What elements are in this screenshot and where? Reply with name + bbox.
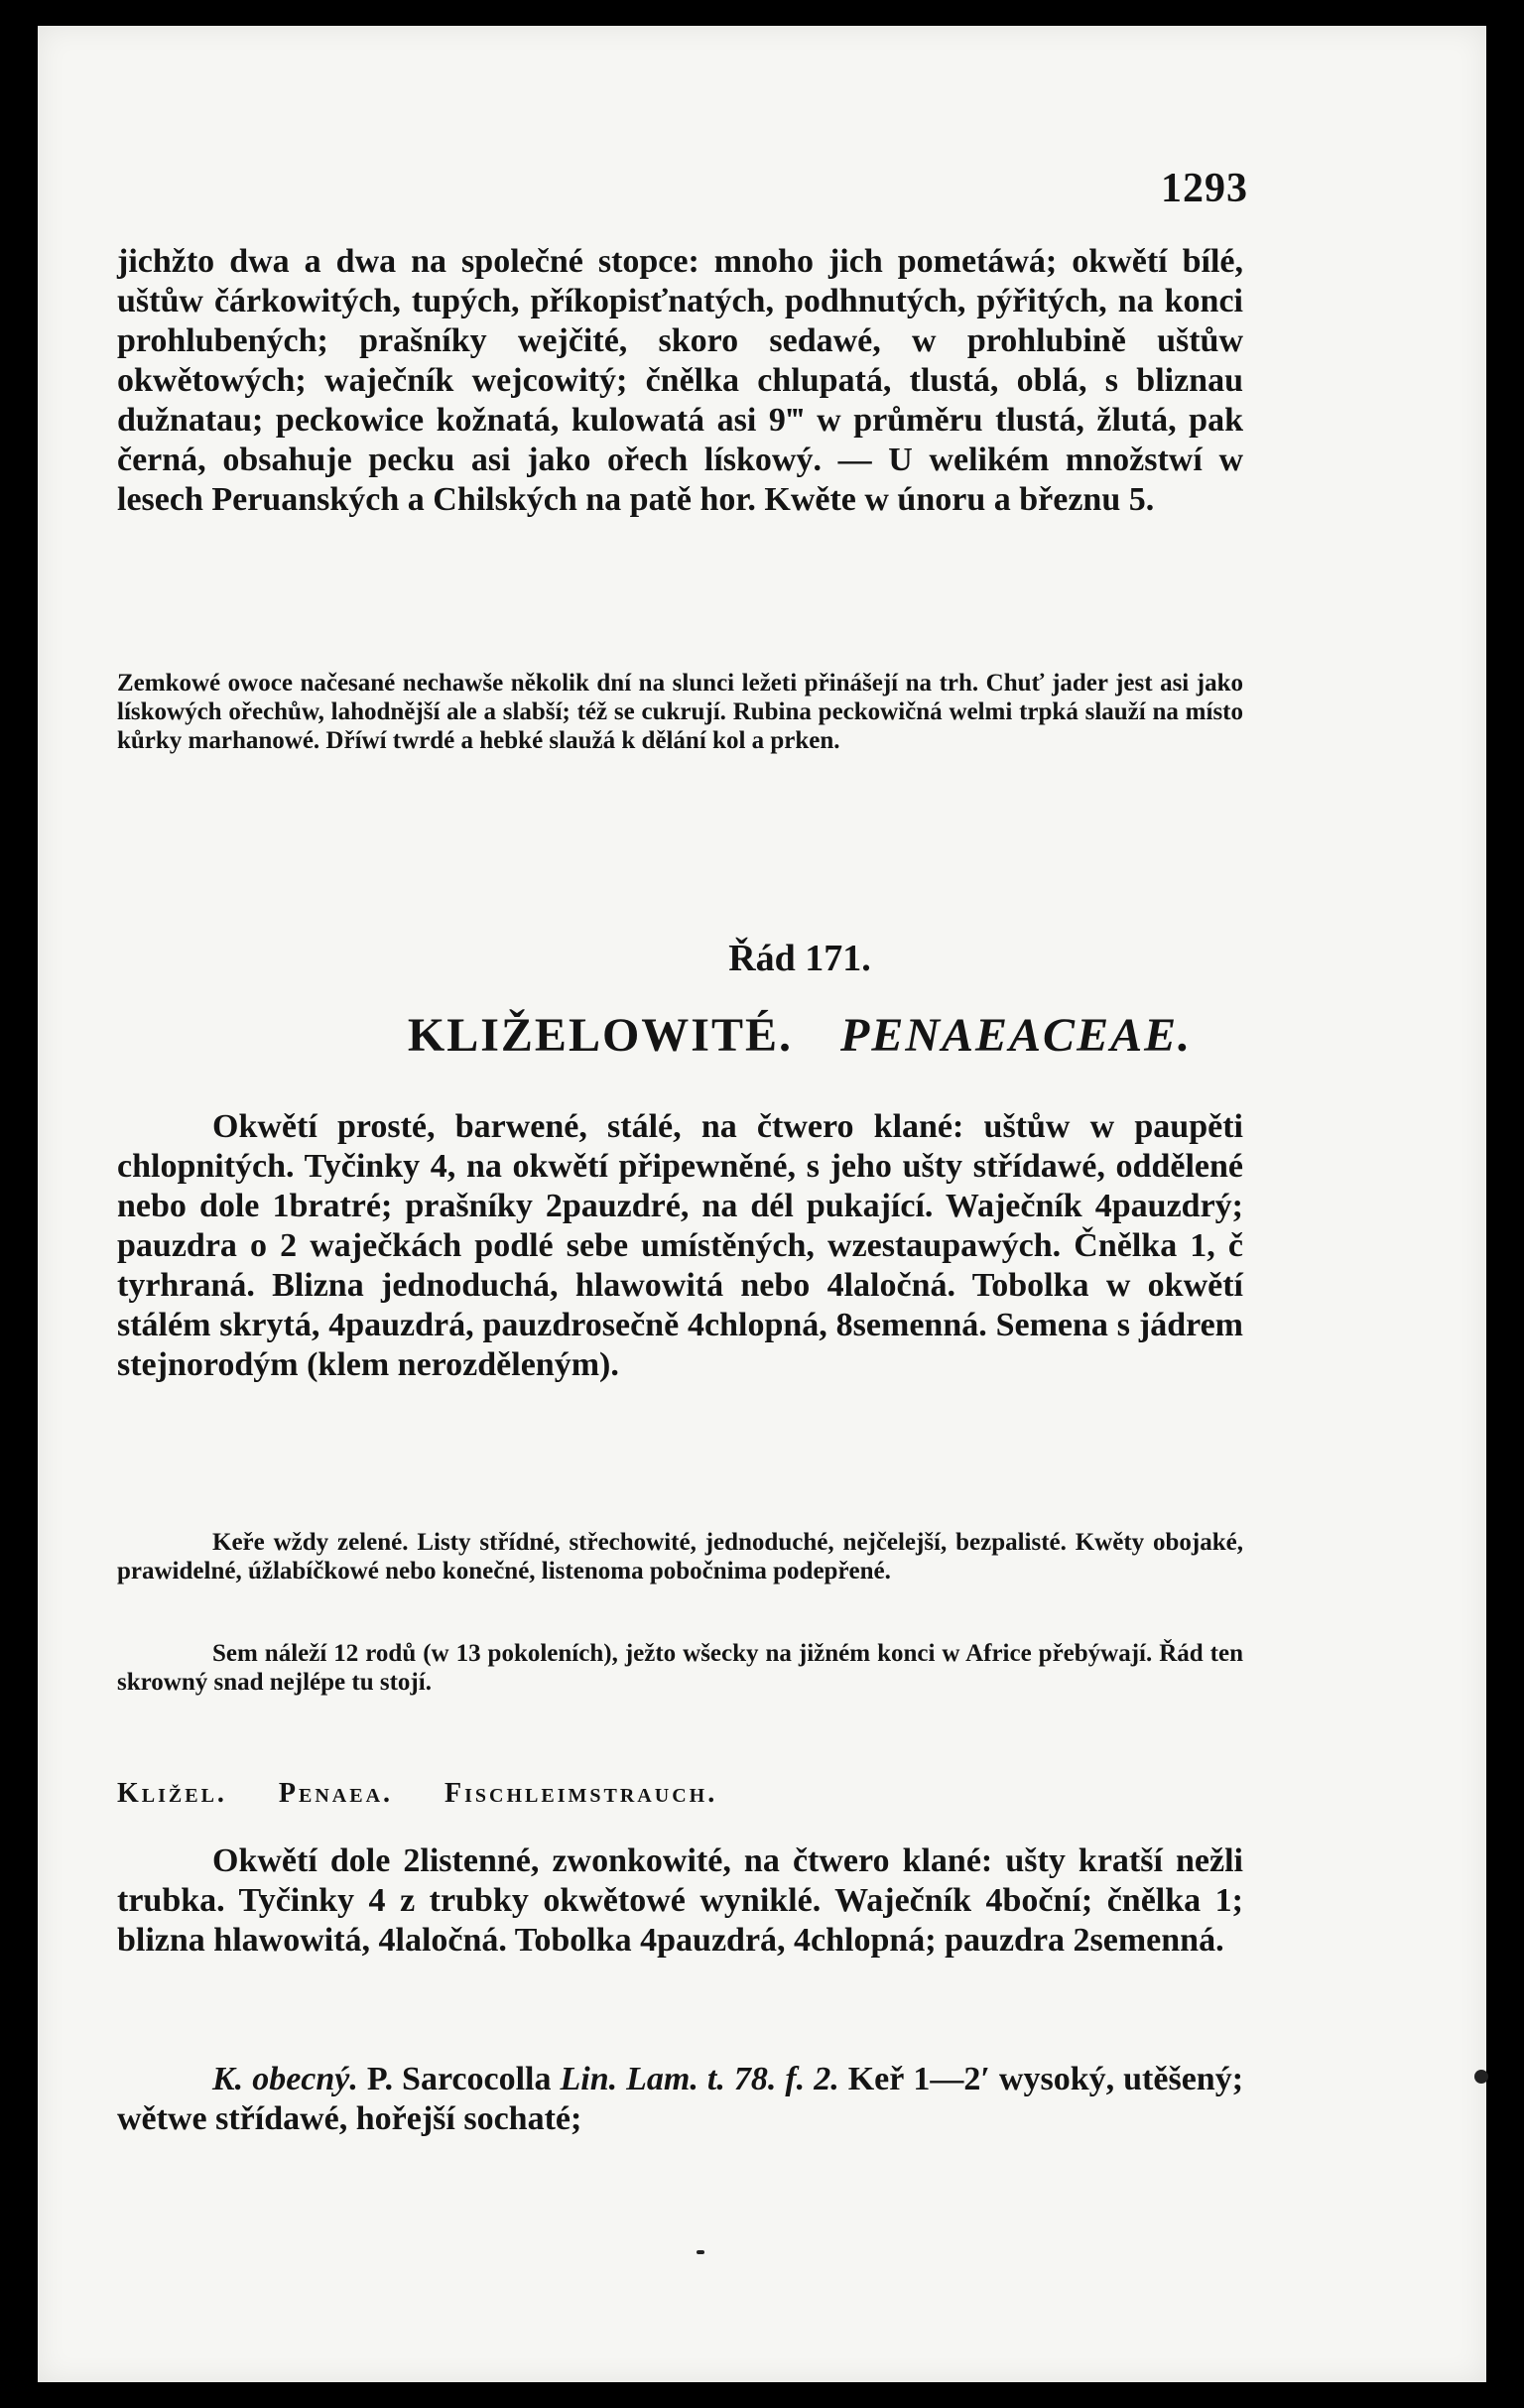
genus-name-latin: Penaea.: [278, 1778, 394, 1809]
book-page: [38, 26, 1486, 2382]
order-number-heading: Řád 171.: [728, 938, 871, 979]
ink-speck: [1474, 2070, 1488, 2084]
order-name-czech: KLIŽELOWITÉ.: [407, 1009, 793, 1062]
genus-name-german: Fischleimstrauch.: [444, 1778, 718, 1809]
species-description: Keř 1—2′ wysoký, utěšený; wětwe střídawé, hořejší sochaté;: [117, 2061, 1244, 2137]
species-name: K. obecný.: [212, 2061, 358, 2097]
genus-name-czech: Kližel.: [117, 1778, 227, 1809]
species-entry: [117, 2060, 1243, 2139]
order-name-latin: PENAEACEAE.: [840, 1009, 1193, 1062]
page-number: 1293: [1161, 166, 1248, 211]
description-paragraph: jichžto dwa a dwa na společné stopce: mnoho jich pometáwá; okwětí bílé, uštůw čárkowitých, tupých, příkopisťnatých, podhnutých, pýřitých, na konci prohlubených; prašníky wejčité, skoro sedawé, w prohlubině uštůw okwětowých; waječník wejcowitý; čnělka chlupatá, tlustá, oblá, s bliznau dužnatau; peckowice kožnatá, kulowatá asi 9‴ w průměru tlustá, žlutá, pak černá, obsahuje pecku asi jako ořech lískowý. — U welikém množstwí w lesech Peruanských a Chilských na patě hor. Kwěte w únoru a březnu 5.: [117, 243, 1243, 518]
order-name-heading: [38, 1008, 1524, 1063]
order-description: Okwětí prosté, barwené, stálé, na čtwero klané: uštůw w paupěti chlopnitých. Tyčinky 4, na okwětí připewněné, s jeho ušty střídawé, oddělené nebo dole 1bratré; prašníky 2pauzdré, na dél pukající. Waječník 4pauzdrý; pauzdra o 2 waječkách podlé sebe umístěných, wzestaupawých. Čnělka 1, č tyrhraná. Blizna jednoduchá, hlawowitá nebo 4laločná. Tobolka w okwětí stálém skrytá, 4pauzdrá, pauzdrosečně 4chlopná, 8semenná. Semena s jádrem stejnorodým (klem nerozděleným).: [117, 1108, 1243, 1383]
species-synonym: P. Sarcocolla: [357, 2061, 561, 2097]
usage-note: Zemkowé owoce načesané nechawše několik dní na slunci ležeti přinášejí na trh. Chuť jader jest asi jako lískowých ořechůw, lahodnější ale a slabší; též se cukrují. Rubina peckowičná welmi trpká slauží na místo kůrky marhanowé. Dříwí twrdé a hebké slaužá k dělání kol a prken.: [117, 670, 1243, 754]
habit-note: Keře wždy zelené. Listy střídné, střechowité, jednoduché, nejčelejší, bezpalisté. Kwěty obojaké, prawidelné, úžlabíčkowé nebo konečné, listenoma pobočnima podepřené.: [117, 1529, 1243, 1584]
genus-heading: [117, 1778, 1243, 1810]
genus-description: Okwětí dole 2listenné, zwonkowité, na čtwero klané: ušty kratší nežli trubka. Tyčinky 4 z trubky okwětowé wyniklé. Waječník 4boční; čnělka 1; blizna hlawowitá, 4laločná. Tobolka 4pauzdrá, 4chlopná; pauzdra 2semenná.: [117, 1842, 1243, 1959]
species-reference: Lin. Lam. t. 78. f. 2.: [560, 2061, 839, 2097]
ink-speck: [697, 2250, 704, 2254]
distribution-note: Sem náleží 12 rodů (w 13 pokoleních), ježto wšecky na jižném konci w Africe přebýwají. Řád ten skrowný snad nejlépe tu stojí.: [117, 1640, 1243, 1696]
